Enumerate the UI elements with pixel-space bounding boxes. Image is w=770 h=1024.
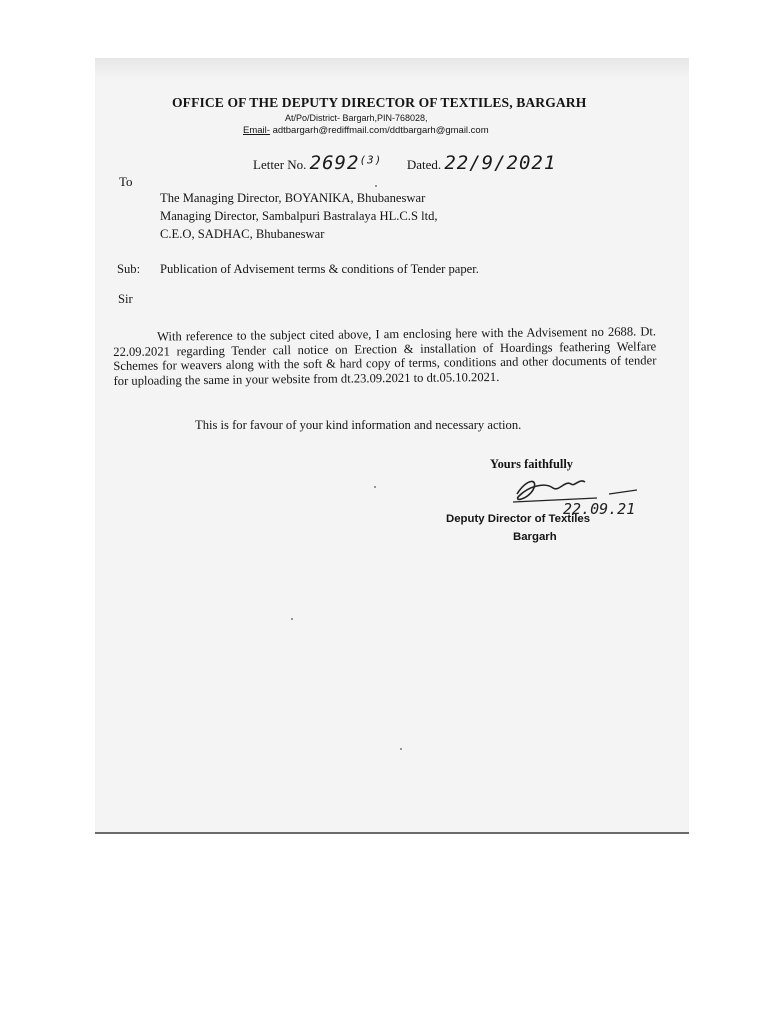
signatory-place: Bargarh (513, 531, 557, 543)
subject-label: Sub: (117, 262, 141, 276)
signatory-designation: Deputy Director of Textiles (446, 513, 591, 525)
recipient-line: Managing Director, Sambalpuri Bastralaya HL.C.S ltd, (160, 209, 438, 223)
letter-number-suffix: (3) (359, 153, 383, 167)
email-label: Email- (243, 125, 270, 136)
letter-number: 2692 (309, 152, 360, 174)
closing-line: This is for favour of your kind information and necessary action. (195, 418, 522, 432)
scan-speck (291, 618, 293, 620)
to-label: To (119, 174, 133, 189)
email-value: adtbargarh@rediffmail.com/ddtbargarh@gmail.com (272, 125, 489, 136)
body-paragraph: With reference to the subject cited above, I am enclosing here with the Advisement no 2688. Dt. 22.09.2021 regarding Tender call notice on Erection & installation of Hoardings feathering Welfare Schemes for weavers along with the soft & hard copy of terms, conditions and other documents of tender for uploading the same in your website from dt.23.09.2021 to dt.05.10.2021. (113, 324, 657, 388)
scan-speck (374, 486, 376, 488)
salutation: Sir (118, 292, 133, 306)
scanned-letter (95, 58, 689, 834)
scan-edge-shading (95, 58, 689, 78)
dated-label: Dated. (406, 157, 442, 172)
letter-reference-row (253, 152, 556, 174)
signature-icon (505, 472, 645, 516)
office-address: At/Po/District- Bargarh,PIN-768028, (285, 113, 428, 123)
office-title: OFFICE OF THE DEPUTY DIRECTOR OF TEXTILES, BARGARH (172, 95, 587, 110)
scan-speck (375, 185, 377, 187)
office-email (243, 125, 489, 136)
dated-value: 22/9/2021 (444, 152, 557, 174)
recipient-line: C.E.O, SADHAC, Bhubaneswar (160, 227, 325, 241)
recipient-line: The Managing Director, BOYANIKA, Bhubaneswar (160, 191, 426, 205)
scan-speck (400, 748, 402, 750)
yours-faithfully: Yours faithfully (490, 457, 573, 471)
signature-date: 22.09.21 (563, 500, 636, 516)
subject-text: Publication of Advisement terms & conditions of Tender paper. (160, 262, 479, 276)
letter-number-label: Letter No. (253, 157, 307, 172)
